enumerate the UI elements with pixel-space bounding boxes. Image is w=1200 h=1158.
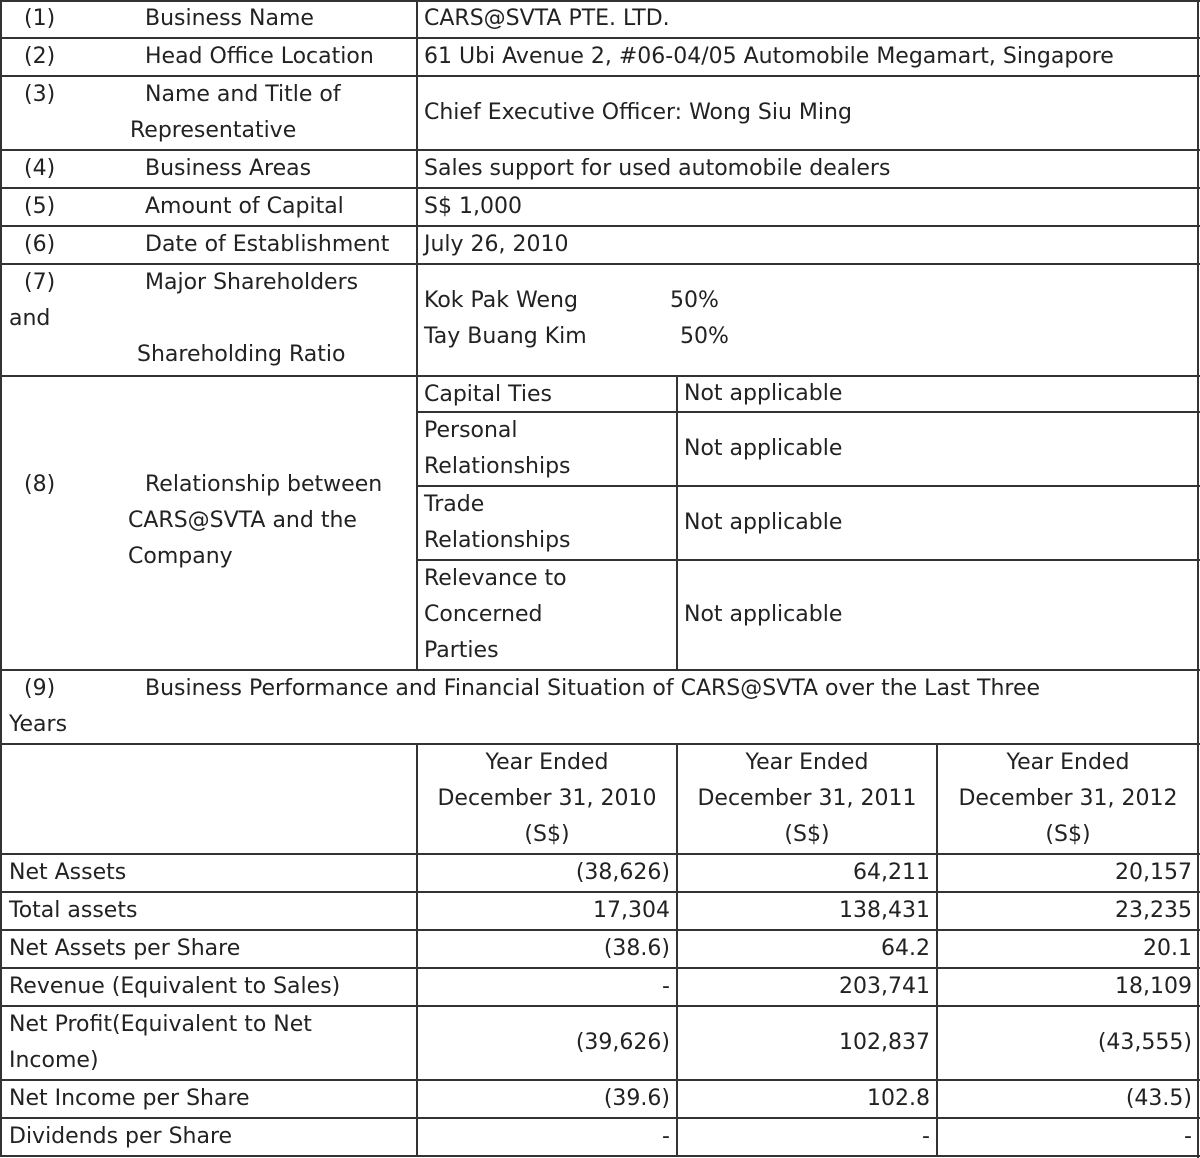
financial-value: (43,555)	[1097, 1030, 1192, 1055]
row-number: (2)	[24, 44, 56, 69]
grid-line	[416, 376, 418, 670]
financial-value: 64.2	[881, 936, 930, 961]
row-number: (8)	[24, 472, 56, 497]
grid-line	[0, 375, 1200, 377]
row-value: Chief Executive Officer: Wong Siu Ming	[424, 100, 852, 125]
financial-value: 23,235	[1115, 898, 1192, 923]
financial-value: 138,431	[839, 898, 930, 923]
grid-line	[417, 485, 1200, 487]
row-number: (5)	[24, 194, 56, 219]
grid-line	[0, 744, 2, 1157]
column-header: (S$)	[784, 822, 830, 847]
relationship-item-label: Trade	[424, 492, 485, 517]
column-header: Year Ended	[1006, 750, 1130, 775]
grid-line	[416, 0, 418, 376]
column-header: December 31, 2012	[958, 786, 1178, 811]
financial-value: -	[662, 1124, 670, 1149]
grid-line	[0, 670, 2, 744]
financial-value: 17,304	[593, 898, 670, 923]
financial-value: -	[662, 974, 670, 999]
section-title: Business Performance and Financial Situation of CARS@SVTA over the Last Three	[145, 676, 1041, 701]
row-label: Head Office Location	[145, 44, 374, 69]
financial-value: 18,109	[1115, 974, 1192, 999]
column-header: December 31, 2010	[437, 786, 657, 811]
shareholder-name: Kok Pak Weng	[424, 288, 578, 313]
shareholder-ratio: 50%	[670, 288, 719, 313]
grid-line	[0, 0, 2, 376]
row-label: Representative	[130, 118, 297, 143]
financial-row-label: Income)	[9, 1048, 99, 1073]
column-header: Year Ended	[745, 750, 869, 775]
shareholder-ratio: 50%	[680, 324, 729, 349]
row-label: Major Shareholders	[145, 270, 359, 295]
grid-line	[1197, 0, 1199, 1158]
row-label: Relationship between	[145, 472, 383, 497]
relationship-item-value: Not applicable	[684, 436, 843, 461]
financial-value: 20,157	[1115, 860, 1192, 885]
financial-value: 102.8	[867, 1086, 930, 1111]
financial-value: (39.6)	[603, 1086, 670, 1111]
relationship-item-value: Not applicable	[684, 510, 843, 535]
row-label: Business Areas	[145, 156, 312, 181]
row-number: (7)	[24, 270, 56, 295]
row-label: Company	[128, 544, 233, 569]
financial-value: (39,626)	[575, 1030, 670, 1055]
relationship-item-label: Capital Ties	[424, 382, 553, 407]
financial-row-label: Net Profit(Equivalent to Net	[9, 1012, 312, 1037]
relationship-item-value: Not applicable	[684, 381, 843, 406]
relationship-item-label: Relationships	[424, 454, 571, 479]
grid-line	[676, 376, 678, 670]
row-label: Name and Title of	[145, 82, 341, 107]
row-number: (9)	[24, 676, 56, 701]
financial-value: -	[922, 1124, 930, 1149]
row-number: (1)	[24, 6, 56, 31]
row-label: and	[9, 306, 51, 331]
row-label: Business Name	[145, 6, 314, 31]
financial-value: 20.1	[1143, 936, 1192, 961]
row-label: Amount of Capital	[145, 194, 344, 219]
row-value: July 26, 2010	[424, 232, 569, 257]
financial-row-label: Total assets	[9, 898, 138, 923]
relationship-item-value: Not applicable	[684, 602, 843, 627]
column-header: Year Ended	[485, 750, 609, 775]
relationship-item-label: Relationships	[424, 528, 571, 553]
financial-value: 102,837	[839, 1030, 930, 1055]
financial-value: 64,211	[853, 860, 930, 885]
relationship-item-label: Personal	[424, 418, 518, 443]
financial-row-label: Net Income per Share	[9, 1086, 250, 1111]
row-label: Shareholding Ratio	[137, 342, 346, 367]
relationship-item-label: Relevance to	[424, 566, 567, 591]
row-label: Date of Establishment	[145, 232, 390, 257]
row-label: CARS@SVTA and the	[128, 508, 357, 533]
financial-row-label: Net Assets	[9, 860, 127, 885]
row-number: (4)	[24, 156, 56, 181]
financial-value: 203,741	[839, 974, 930, 999]
column-header: (S$)	[524, 822, 570, 847]
section-title: Years	[9, 712, 68, 737]
financial-value: -	[1184, 1124, 1192, 1149]
row-value: S$ 1,000	[424, 194, 522, 219]
financial-value: (43.5)	[1125, 1086, 1192, 1111]
financial-row-label: Net Assets per Share	[9, 936, 241, 961]
financial-row-label: Dividends per Share	[9, 1124, 233, 1149]
row-number: (3)	[24, 82, 56, 107]
row-number: (6)	[24, 232, 56, 257]
shareholder-name: Tay Buang Kim	[424, 324, 587, 349]
column-header: December 31, 2011	[697, 786, 917, 811]
grid-line	[0, 376, 2, 670]
relationship-item-label: Parties	[424, 638, 499, 663]
financial-value: (38.6)	[603, 936, 670, 961]
financial-value: (38,626)	[575, 860, 670, 885]
financial-row-label: Revenue (Equivalent to Sales)	[9, 974, 341, 999]
column-header: (S$)	[1045, 822, 1091, 847]
row-value: Sales support for used automobile dealers	[424, 156, 891, 181]
relationship-item-label: Concerned	[424, 602, 543, 627]
row-value: 61 Ubi Avenue 2, #06-04/05 Automobile Megamart, Singapore	[424, 44, 1114, 69]
row-value: CARS@SVTA PTE. LTD.	[424, 6, 670, 31]
grid-line	[0, 1155, 1200, 1157]
